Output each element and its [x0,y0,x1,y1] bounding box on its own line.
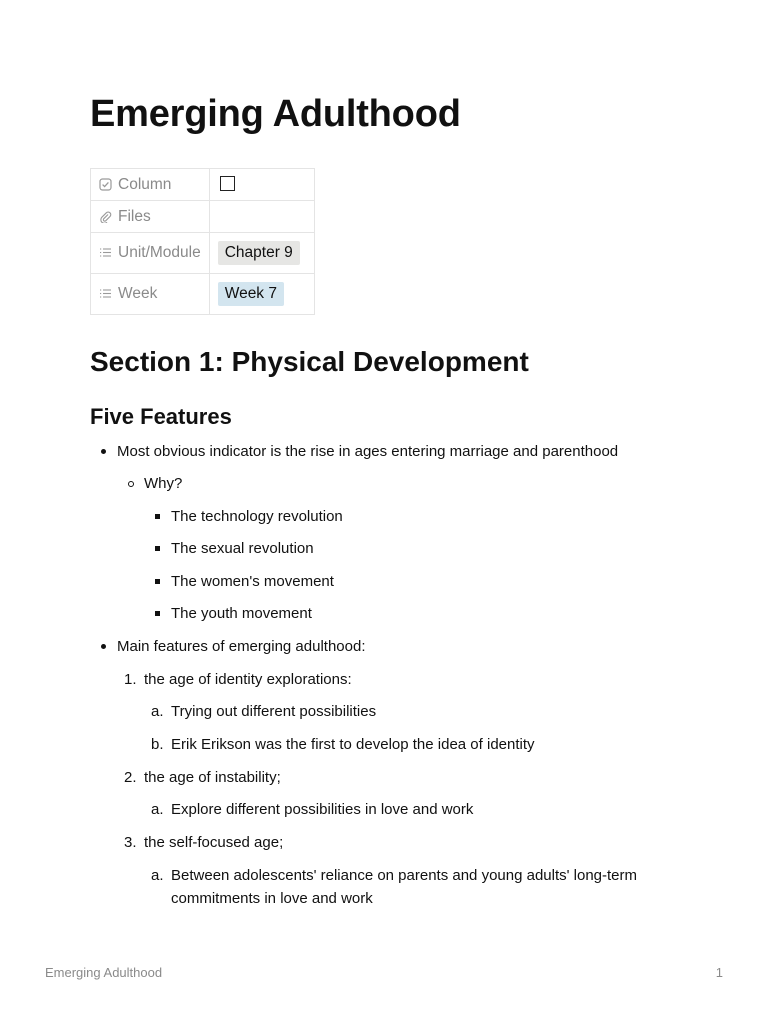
property-row-files [91,201,315,233]
section-heading: Section 1: Physical Development [90,346,529,377]
list-item: Trying out different possibilities [171,703,377,720]
list-number: 1. [124,671,137,688]
list-item: Main features of emerging adulthood: [117,638,366,655]
bullet-marker [155,546,160,551]
property-value-cell[interactable] [209,233,314,274]
property-name: Week [118,285,158,302]
paperclip-icon [99,210,112,223]
property-value-cell[interactable] [209,274,314,315]
list-item: The women's movement [171,573,334,590]
list-item: the age of identity explorations: [144,671,352,688]
property-row-column [91,169,315,201]
bullet-marker [128,481,134,487]
checkbox-property-icon [99,178,112,191]
list-item: Explore different possibilities in love and work [171,801,474,818]
list-item: Erik Erikson was the first to develop the idea of identity [171,736,535,753]
list-item: The youth movement [171,605,312,622]
bullet-marker [155,611,160,616]
list-item: The technology revolution [171,508,343,525]
list-number: 2. [124,769,137,786]
list-item: Between adolescents' reliance on parents and young adults' long-term commitments in love and work [171,867,638,907]
list-item: The sexual revolution [171,540,314,557]
list-letter: a. [151,801,164,818]
bullet-marker [101,644,106,649]
property-name: Column [118,175,172,193]
property-value-cell[interactable] [209,169,314,201]
bullet-marker [101,449,106,454]
week-tag[interactable]: Week 7 [218,282,284,306]
subheading: Five Features [90,404,232,429]
list-letter: a. [151,703,164,720]
page-number: 1 [715,965,723,980]
page-title: Emerging Adulthood [90,93,461,135]
property-row-week [91,274,315,315]
property-name: Unit/Module [118,244,201,261]
bullet-marker [155,514,160,519]
column-checkbox[interactable] [220,176,235,191]
list-letter: a. [151,867,164,884]
property-name: Files [118,207,151,225]
list-item: Most obvious indicator is the rise in ages entering marriage and parenthood [117,443,619,460]
list-icon [99,287,112,300]
properties-table [90,168,315,315]
property-name-cell [91,201,210,233]
list-item: the self-focused age; [144,834,284,851]
list-letter: b. [151,736,164,753]
footer-title: Emerging Adulthood [45,965,163,980]
property-name-cell [91,169,210,201]
bullet-marker [155,579,160,584]
list-item: the age of instability; [144,769,281,786]
list-number: 3. [124,834,137,851]
files-value-cell[interactable] [209,201,314,233]
list-item: Why? [144,475,183,492]
property-name-cell [91,274,210,315]
property-row-unit-module [91,233,315,274]
property-name-cell [91,233,210,274]
unit-module-tag[interactable]: Chapter 9 [218,241,300,265]
list-icon [99,246,112,259]
